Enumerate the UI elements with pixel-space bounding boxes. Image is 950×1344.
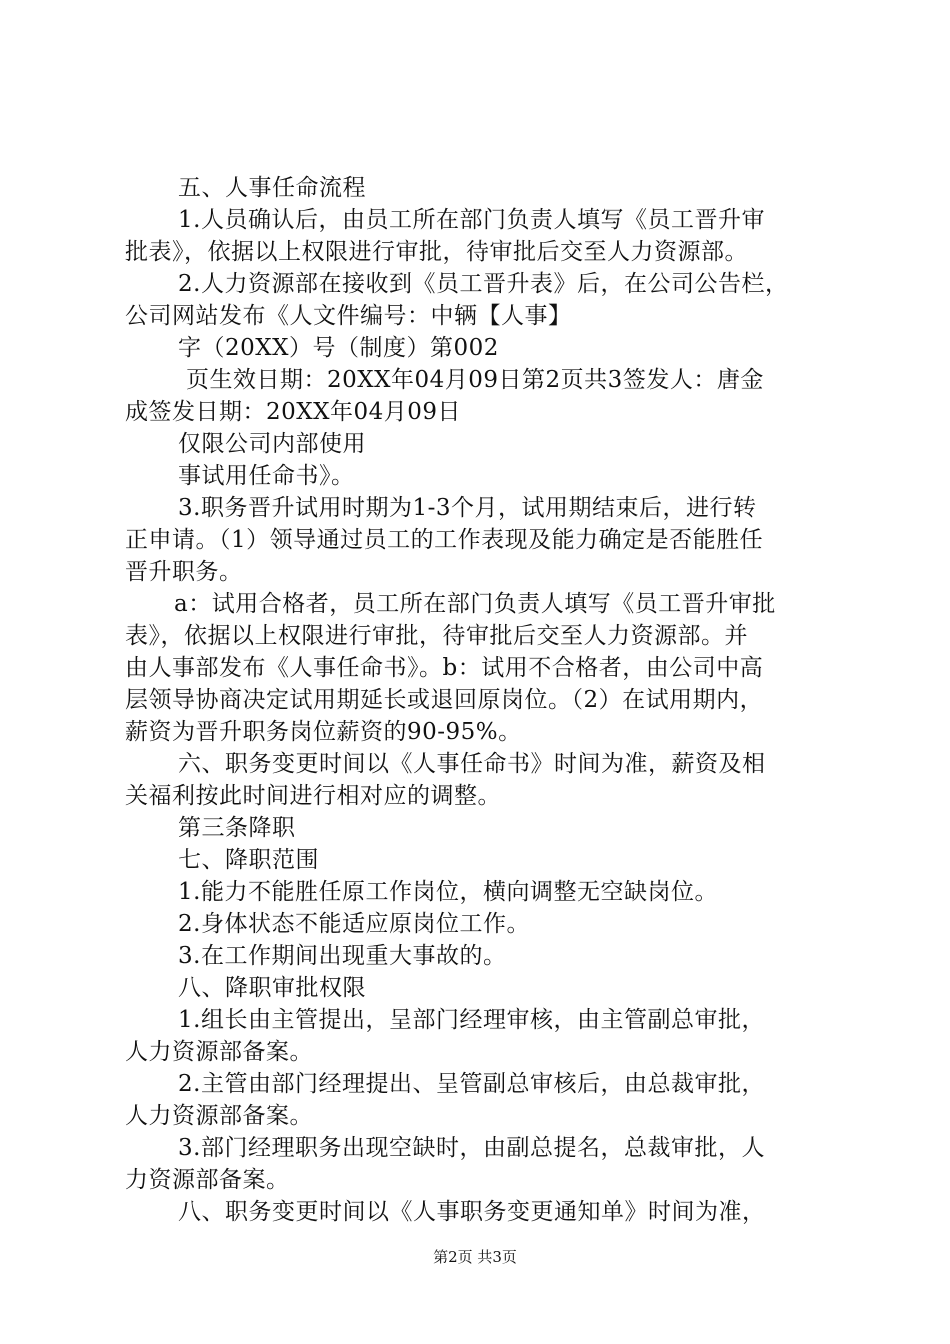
paragraph-line: 2.人力资源部在接收到《员工晋升表》后，在公司公告栏， — [178, 271, 789, 297]
section-heading: 六、职务变更时间以《人事任命书》时间为准，薪资及相 — [178, 751, 766, 777]
list-item: 2.主管由部门经理提出、呈管副总审核后，由总裁审批， — [178, 1071, 765, 1097]
paragraph-line: 晋升职务。 — [125, 559, 243, 585]
list-item: 3.部门经理职务出现空缺时，由副总提名，总裁审批，人 — [178, 1135, 765, 1161]
paragraph-line: 事试用任命书》。 — [178, 463, 355, 489]
document-body — [125, 172, 833, 1228]
paragraph-line: 1.人员确认后，由员工所在部门负责人填写《员工晋升审 — [178, 207, 765, 233]
paragraph-line: 层领导协商决定试用期延长或退回原岗位。（2）在试用期内， — [125, 687, 764, 713]
paragraph-line: 人力资源部备案。 — [125, 1039, 313, 1065]
paragraph-line: 关福利按此时间进行相对应的调整。 — [125, 783, 501, 809]
list-item: 1.能力不能胜任原工作岗位，横向调整无空缺岗位。 — [178, 879, 718, 905]
paragraph-line: a：试用合格者，员工所在部门负责人填写《员工晋升审批 — [174, 591, 776, 617]
list-item: 3.在工作期间出现重大事故的。 — [178, 943, 507, 969]
paragraph-line: 力资源部备案。 — [125, 1167, 290, 1193]
paragraph-line: 人力资源部备案。 — [125, 1103, 313, 1129]
section-heading: 八、职务变更时间以《人事职务变更通知单》时间为准， — [178, 1199, 766, 1225]
list-item: 2.身体状态不能适应原岗位工作。 — [178, 911, 530, 937]
paragraph-line: 正申请。（1）领导通过员工的工作表现及能力确定是否能胜任 — [125, 527, 764, 553]
paragraph-line: 由人事部发布《人事任命书》。b：试用不合格者，由公司中高 — [125, 655, 764, 681]
section-heading: 八、降职审批权限 — [178, 975, 366, 1001]
page-number: 第2页 共3页 — [433, 1248, 517, 1266]
paragraph-line: 公司网站发布《人文件编号：中辆【人事】 — [125, 303, 572, 329]
page-footer — [0, 1247, 950, 1267]
paragraph-line: 成签发日期：20XX年04月09日 — [125, 399, 462, 425]
paragraph-line: 薪资为晋升职务岗位薪资的90-95%。 — [125, 719, 522, 745]
paragraph-line: 仅限公司内部使用 — [178, 431, 366, 457]
section-heading: 七、降职范围 — [178, 847, 319, 873]
paragraph-line: 3.职务晋升试用时期为1-3个月，试用期结束后，进行转 — [178, 495, 757, 521]
section-heading: 五、人事任命流程 — [178, 175, 366, 201]
paragraph-line: 字（20XX）号（制度）第002 — [178, 335, 499, 361]
paragraph-line: 表》，依据以上权限进行审批，待审批后交至人力资源部。并 — [125, 623, 748, 649]
list-item: 1.组长由主管提出，呈部门经理审核，由主管副总审批， — [178, 1007, 765, 1033]
paragraph-line: 页生效日期：20XX年04月09日第2页共3签发人：唐金 — [186, 367, 764, 393]
paragraph-line: 批表》，依据以上权限进行审批，待审批后交至人力资源部。 — [125, 239, 748, 265]
article-heading: 第三条降职 — [178, 815, 296, 841]
